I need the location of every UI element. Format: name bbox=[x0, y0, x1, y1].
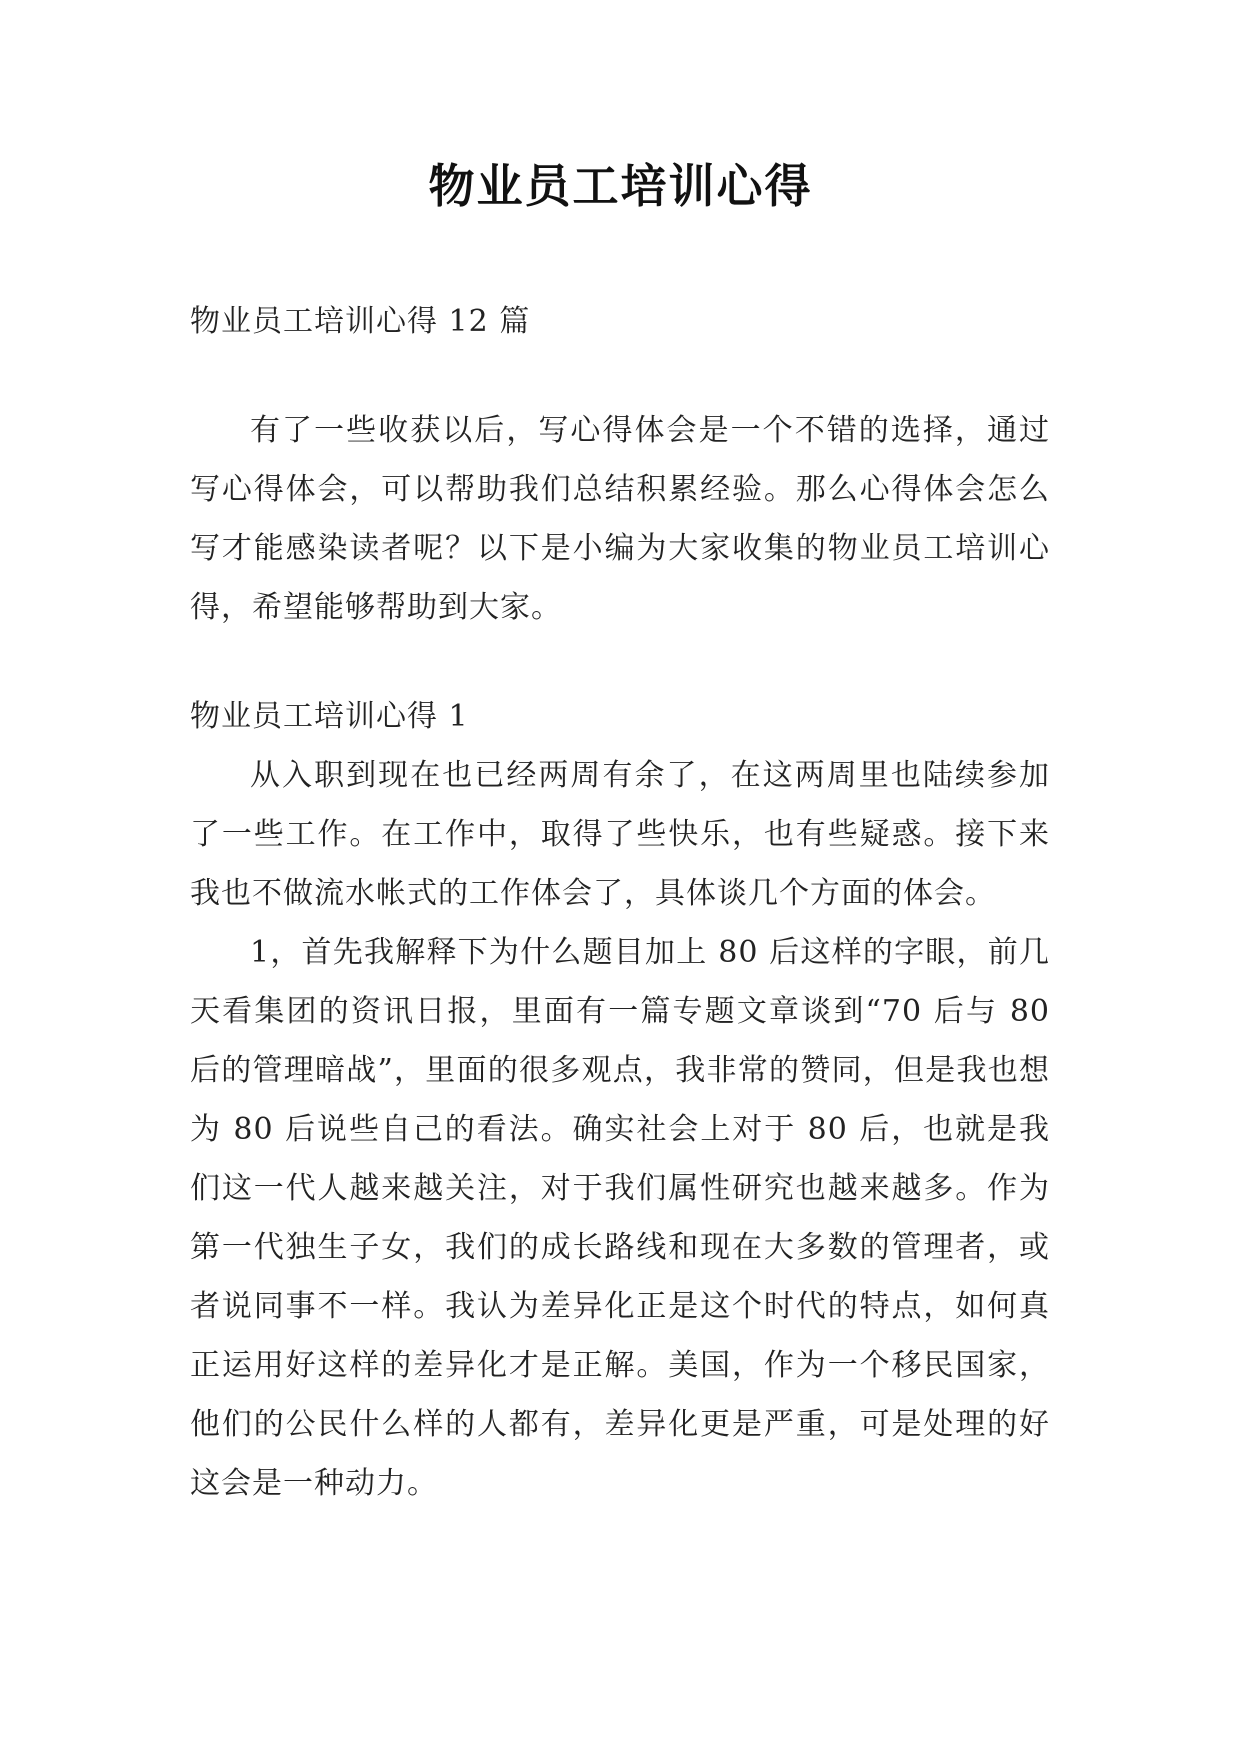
section-heading: 物业员工培训心得 1 bbox=[190, 699, 469, 734]
document-title: 物业员工培训心得 bbox=[428, 159, 813, 213]
intro-paragraph: 有了一些收获以后，写心得体会是一个不错的选择，通过写心得体会，可以帮助我们总结积累经验。那么心得体会怎么写才能感染读者呢？以下是小编为大家收集的物业员工培训心得，希望能够帮助到大家。 bbox=[190, 413, 1050, 625]
document-subtitle: 物业员工培训心得 12 篇 bbox=[190, 304, 531, 339]
body-paragraph: 从入职到现在也已经两周有余了，在这两周里也陆续参加了一些工作。在工作中，取得了些快乐，也有些疑惑。接下来我也不做流水帐式的工作体会了，具体谈几个方面的体会。 bbox=[190, 758, 1050, 911]
body-paragraph: 1，首先我解释下为什么题目加上 80 后这样的字眼，前几天看集团的资讯日报，里面有一篇专题文章谈到“70 后与 80 后的管理暗战”，里面的很多观点，我非常的赞同，但是我也想为 80 后说些自己的看法。确实社会上对于 80 后，也就是我们这一代人越来越关注，对于我们属性研究也越来越多。作为第一代独生子女，我们的成长路线和现在大多数的管理者，或者说同事不一样。我认为差异化正是这个时代的特点，如何真正运用好这样的差异化才是正解。美国，作为一个移民国家，他们的公民什么样的人都有，差异化更是严重，可是处理的好这会是一种动力。 bbox=[190, 935, 1050, 1501]
document-body bbox=[190, 292, 1050, 1513]
